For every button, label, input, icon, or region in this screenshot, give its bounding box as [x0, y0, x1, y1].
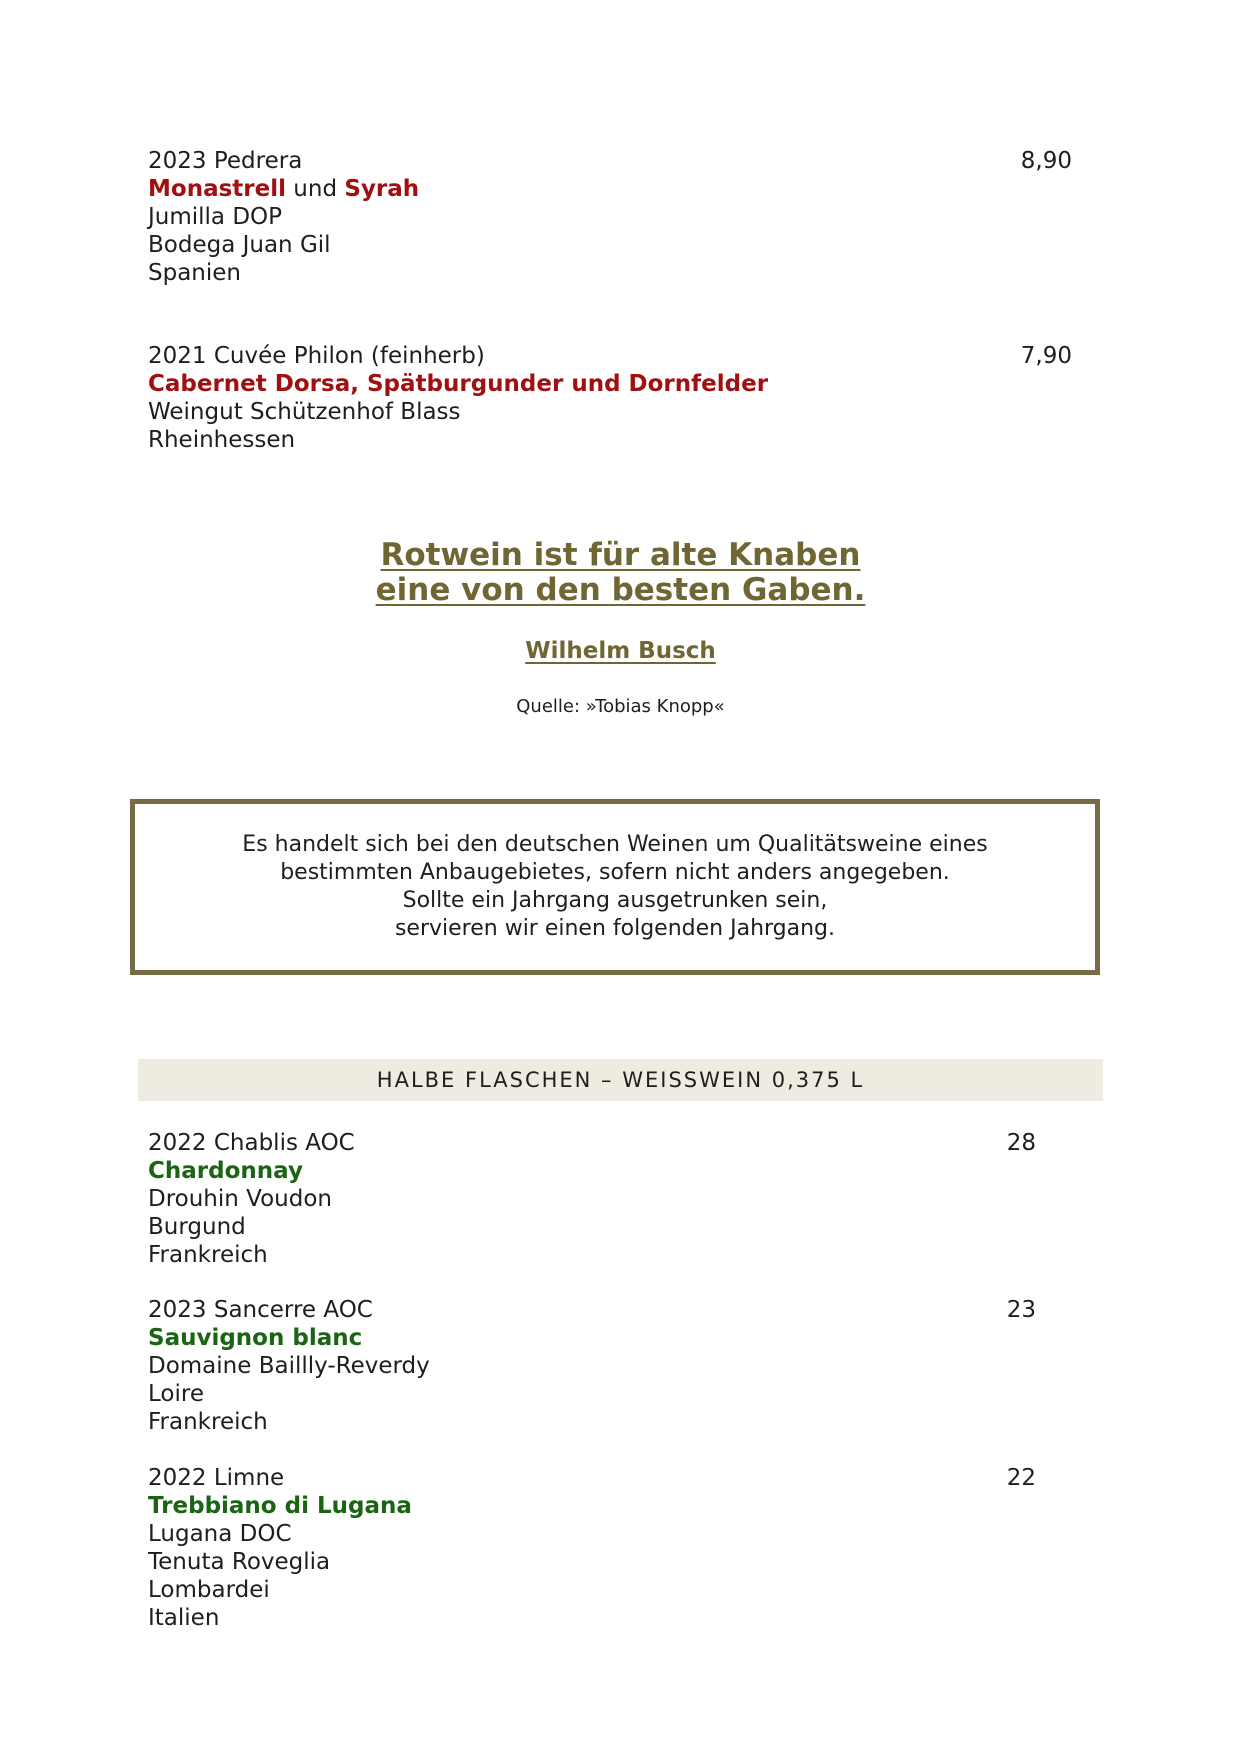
grape-connector: und: [285, 176, 345, 202]
wine-price: 8,90: [1020, 148, 1072, 174]
wine-entry: [148, 1464, 1078, 1632]
wine-entry: [148, 1296, 1078, 1436]
quote-text: [0, 538, 1241, 608]
notice-line: Sollte ein Jahrgang ausgetrunken sein,: [402, 888, 828, 913]
quote-line: Rotwein ist für alte Knaben: [380, 537, 861, 573]
wine-entry: [148, 147, 1078, 287]
notice-line: bestimmten Anbaugebietes, sofern nicht anders angegeben.: [280, 860, 950, 885]
wine-appellation: Lugana DOC: [148, 1521, 292, 1547]
wine-region: Burgund: [148, 1214, 246, 1240]
wine-country: Spanien: [148, 260, 241, 286]
wine-producer: Tenuta Roveglia: [148, 1549, 331, 1575]
wine-price: 23: [1006, 1297, 1036, 1323]
wine-entry: [148, 342, 1078, 454]
grape-name: Trebbiano di Lugana: [148, 1493, 412, 1519]
grape-name: Monastrell: [148, 176, 286, 202]
wine-region: Rheinhessen: [148, 427, 296, 453]
wine-region: Lombardei: [148, 1577, 270, 1603]
wine-title: 2022 Limne: [148, 1465, 285, 1491]
wine-title: 2023 Pedrera: [148, 148, 303, 174]
wine-title: 2023 Sancerre AOC: [148, 1297, 373, 1323]
grape-name: Cabernet Dorsa, Spätburgunder und Dornfelder: [148, 371, 769, 397]
quote-line: eine von den besten Gaben.: [375, 572, 866, 608]
grape-name: Syrah: [344, 176, 420, 202]
wine-entry: [148, 1129, 1078, 1269]
wine-price: 22: [1006, 1465, 1036, 1491]
wine-producer: Weingut Schützenhof Blass: [148, 399, 461, 425]
notice-line: Es handelt sich bei den deutschen Weinen um Qualitätsweine eines: [242, 832, 988, 857]
wine-country: Italien: [148, 1605, 220, 1631]
quote-source: Quelle: »Tobias Knopp«: [516, 696, 725, 717]
grape-name: Sauvignon blanc: [148, 1325, 363, 1351]
notice-box: [130, 799, 1100, 975]
wine-title: 2021 Cuvée Philon (feinherb): [148, 343, 485, 369]
quote-author: Wilhelm Busch: [525, 638, 716, 664]
wine-country: Frankreich: [148, 1409, 268, 1435]
wine-price: 7,90: [1020, 343, 1072, 369]
wine-grapes: [148, 370, 1078, 398]
section-header: HALBE FLASCHEN – WEISSWEIN 0,375 L: [138, 1059, 1103, 1101]
notice-line: servieren wir einen folgenden Jahrgang.: [394, 916, 836, 941]
wine-producer: Domaine Baillly-Reverdy: [148, 1353, 430, 1379]
grape-name: Chardonnay: [148, 1158, 303, 1184]
wine-region: Loire: [148, 1381, 204, 1407]
wine-price: 28: [1006, 1130, 1036, 1156]
wine-grapes: [148, 175, 1078, 203]
wine-producer: Drouhin Voudon: [148, 1186, 333, 1212]
notice-text: [242, 831, 987, 943]
wine-appellation: Jumilla DOP: [148, 204, 283, 230]
wine-title: 2022 Chablis AOC: [148, 1130, 355, 1156]
wine-country: Frankreich: [148, 1242, 268, 1268]
wine-producer: Bodega Juan Gil: [148, 232, 331, 258]
